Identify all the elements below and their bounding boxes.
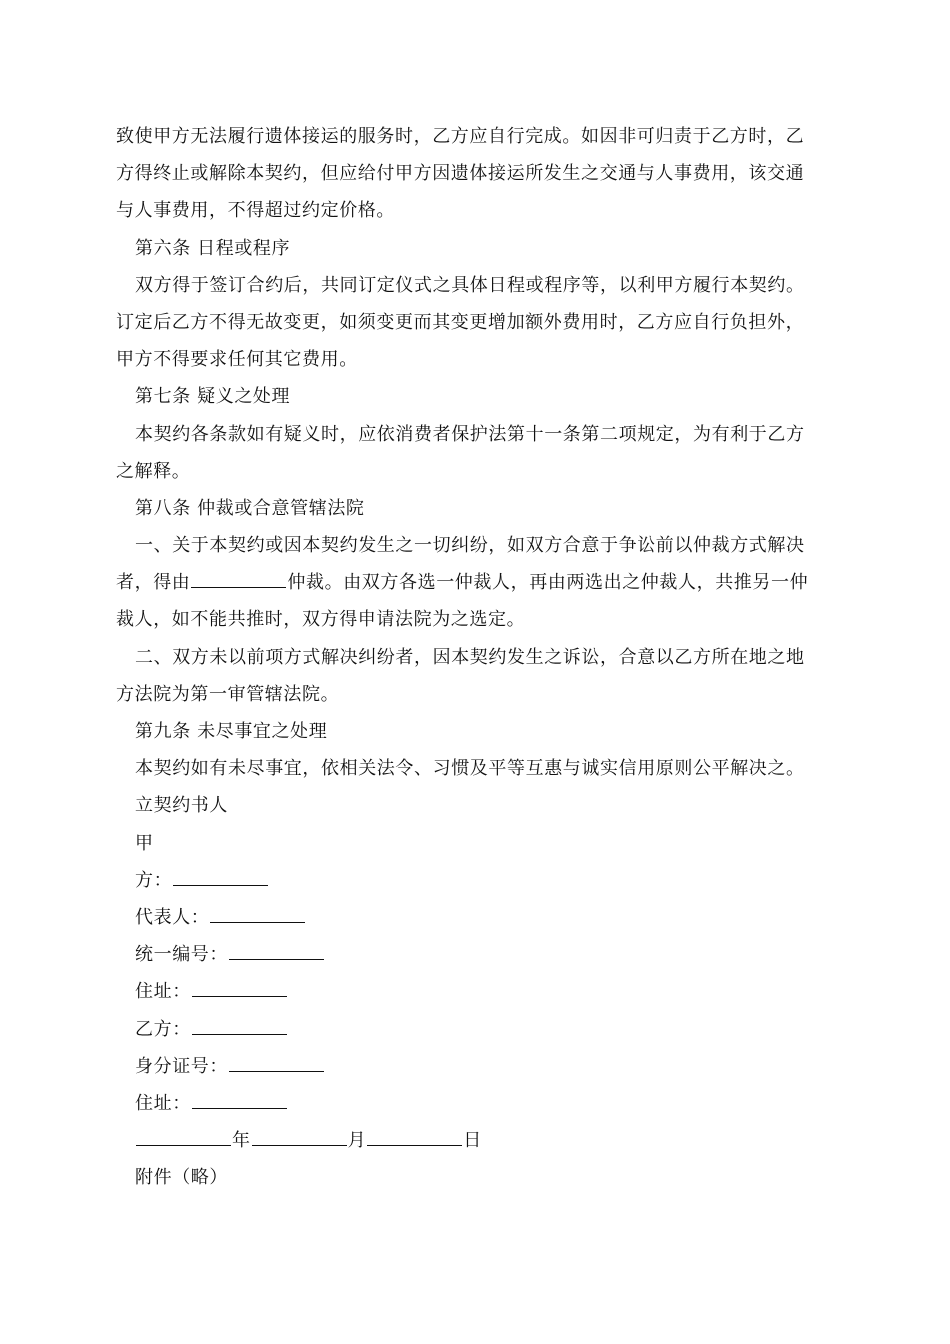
paragraph-line: 一、关于本契约或因本契约发生之一切纠纷，如双方合意于争讼前以仲裁方式解决 [135, 535, 805, 557]
paragraph-line: 之解释。 [116, 460, 191, 482]
field-label: 住址： [135, 1092, 191, 1114]
paragraph-line: 方得终止或解除本契约，但应给付甲方因遗体接运所发生之交通与人事费用，该交通 [116, 163, 805, 185]
paragraph-line: 方法院为第一审管辖法院。 [116, 683, 340, 705]
field-label: 方： [135, 869, 173, 891]
blank-underline [191, 586, 286, 588]
paragraph-line: 甲方不得要求任何其它费用。 [116, 349, 358, 371]
blank-underline [210, 921, 305, 923]
date-field [116, 1122, 836, 1159]
blank-underline [136, 1144, 231, 1146]
text-segment: 仲裁。由双方各选一仲裁人，再由两选出之仲裁人，共推另一仲 [287, 572, 809, 594]
field-label: 统一编号： [135, 944, 228, 966]
blank-underline [192, 995, 287, 997]
contract-page [116, 118, 836, 1196]
signatory-heading: 立契约书人 [135, 795, 228, 817]
paragraph-line: 本契约如有未尽事宜，依相关法令、习惯及平等互惠与诚实信用原则公平解决之。 [135, 758, 805, 780]
article-8-heading: 第八条 仲裁或合意管辖法院 [135, 497, 365, 519]
blank-underline [367, 1144, 462, 1146]
blank-underline [229, 1070, 324, 1072]
date-day-label: 日 [463, 1130, 482, 1152]
attachment-note: 附件（略） [135, 1167, 228, 1189]
article-6-heading: 第六条 日程或程序 [135, 237, 291, 259]
paragraph-line: 与人事费用，不得超过约定价格。 [116, 200, 395, 222]
text-segment: 者，得由 [116, 572, 191, 594]
paragraph-line: 本契约各条款如有疑义时，应依消费者保护法第十一条第二项规定，为有利于乙方 [135, 423, 805, 445]
paragraph-line: 二、双方未以前项方式解决纠纷者，因本契约发生之诉讼，合意以乙方所在地之地 [135, 646, 805, 668]
paragraph-line: 订定后乙方不得无故变更，如须变更而其变更增加额外费用时，乙方应自行负担外， [116, 311, 805, 333]
field-label: 身分证号： [135, 1055, 228, 1077]
blank-underline [229, 958, 324, 960]
blank-underline [252, 1144, 347, 1146]
signature-field [116, 862, 836, 899]
paragraph-line: 裁人，如不能共推时，双方得申请法院为之选定。 [116, 609, 526, 631]
paragraph-line: 致使甲方无法履行遗体接运的服务时，乙方应自行完成。如因非可归责于乙方时，乙 [116, 126, 805, 147]
article-9-heading: 第九条 未尽事宜之处理 [135, 721, 328, 742]
field-label: 住址： [135, 981, 191, 1003]
date-year-label: 年 [232, 1130, 251, 1152]
signature-field [116, 936, 836, 973]
signature-field [116, 1085, 836, 1122]
field-label: 乙方： [135, 1018, 191, 1040]
blank-underline [173, 884, 268, 886]
paragraph-line: 双方得于签订合约后，共同订定仪式之具体日程或程序等，以利甲方履行本契约。 [135, 274, 805, 296]
signature-field [116, 899, 836, 936]
article-7-heading: 第七条 疑义之处理 [135, 386, 291, 408]
paragraph-line [116, 564, 836, 601]
date-month-label: 月 [347, 1130, 367, 1152]
field-label: 代表人： [135, 906, 210, 928]
signature-field [116, 1011, 836, 1048]
signature-field [116, 973, 836, 1010]
blank-underline [192, 1107, 287, 1109]
blank-underline [192, 1033, 287, 1035]
party-a-label: 甲 [135, 832, 154, 854]
signature-field [116, 1048, 836, 1085]
